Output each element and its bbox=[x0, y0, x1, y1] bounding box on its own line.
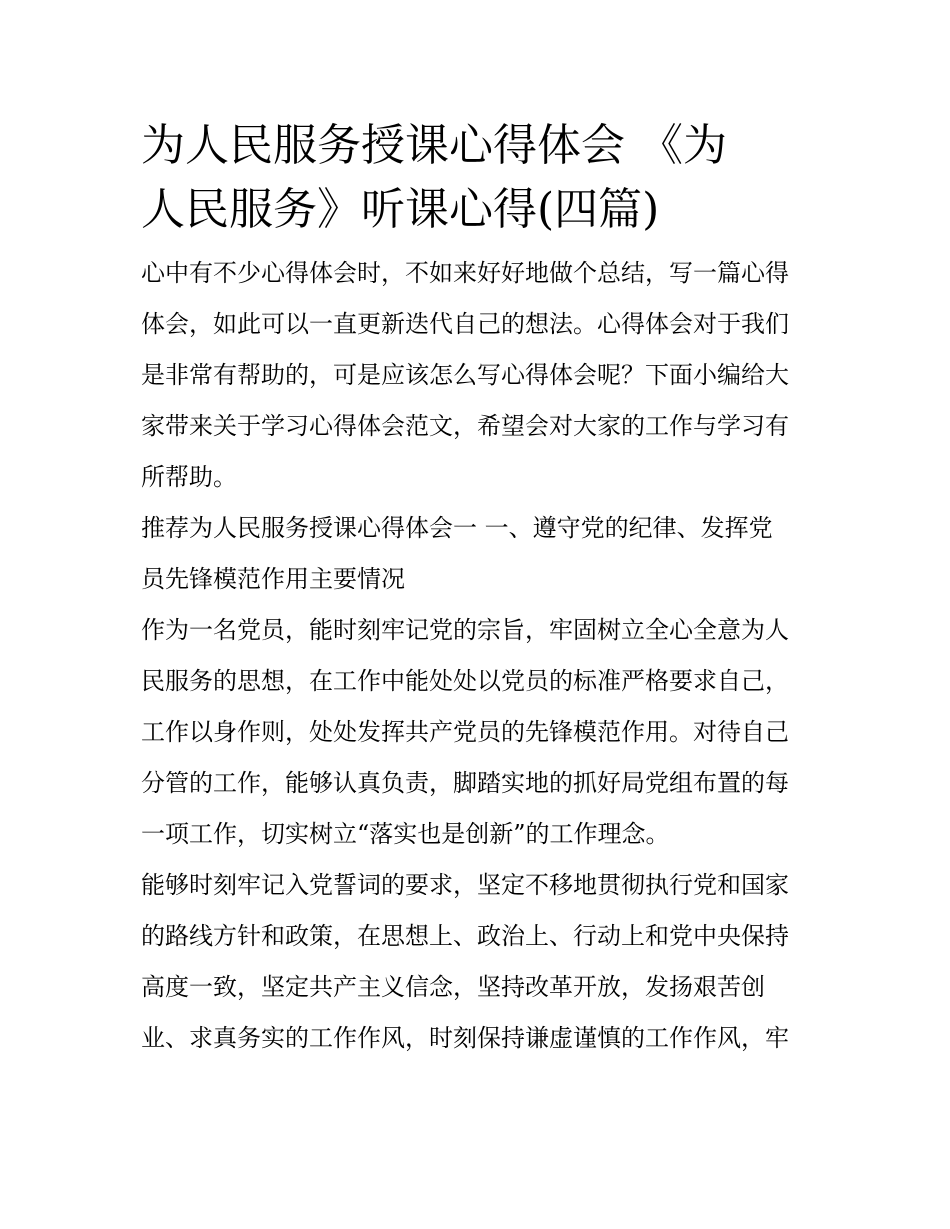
text-line: 心中有不少心得体会时，不如来好好地做个总结，写一篇心得 bbox=[141, 259, 789, 287]
text-line: 员先锋模范作用主要情况 bbox=[141, 565, 405, 593]
body-paragraph bbox=[141, 605, 813, 860]
section-heading-paragraph bbox=[141, 503, 813, 605]
text-line: 推荐为人民服务授课心得体会一 一、遵守党的纪律、发挥党 bbox=[141, 514, 773, 542]
document-title bbox=[141, 114, 813, 242]
title-line: 人民服务》听课心得(四篇) bbox=[141, 184, 660, 235]
text-line: 业、求真务实的工作作风，时刻保持谦虚谨慎的工作作风，牢 bbox=[141, 1024, 789, 1052]
text-line: 所帮助。 bbox=[141, 463, 237, 491]
document-body bbox=[141, 114, 813, 1064]
text-line: 工作以身作则，处处发挥共产党员的先锋模范作用。对待自己 bbox=[141, 718, 789, 746]
text-line: 是非常有帮助的，可是应该怎么写心得体会呢？下面小编给大 bbox=[141, 361, 789, 389]
title-line: 为人民服务授课心得体会 《为 bbox=[141, 120, 727, 171]
text-line: 高度一致，坚定共产主义信念，坚持改革开放，发扬艰苦创 bbox=[141, 973, 765, 1001]
body-paragraph bbox=[141, 860, 813, 1064]
text-line: 家带来关于学习心得体会范文，希望会对大家的工作与学习有 bbox=[141, 412, 789, 440]
text-line: 作为一名党员，能时刻牢记党的宗旨，牢固树立全心全意为人 bbox=[141, 616, 789, 644]
text-line: 一项工作，切实树立“落实也是创新”的工作理念。 bbox=[141, 820, 670, 848]
intro-paragraph bbox=[141, 248, 813, 503]
text-line: 能够时刻牢记入党誓词的要求，坚定不移地贯彻执行党和国家 bbox=[141, 871, 789, 899]
text-line: 的路线方针和政策，在思想上、政治上、行动上和党中央保持 bbox=[141, 922, 789, 950]
text-line: 体会，如此可以一直更新迭代自己的想法。心得体会对于我们 bbox=[141, 310, 789, 338]
text-line: 民服务的思想，在工作中能处处以党员的标准严格要求自己， bbox=[141, 667, 789, 695]
text-line: 分管的工作，能够认真负责，脚踏实地的抓好局党组布置的每 bbox=[141, 769, 789, 797]
